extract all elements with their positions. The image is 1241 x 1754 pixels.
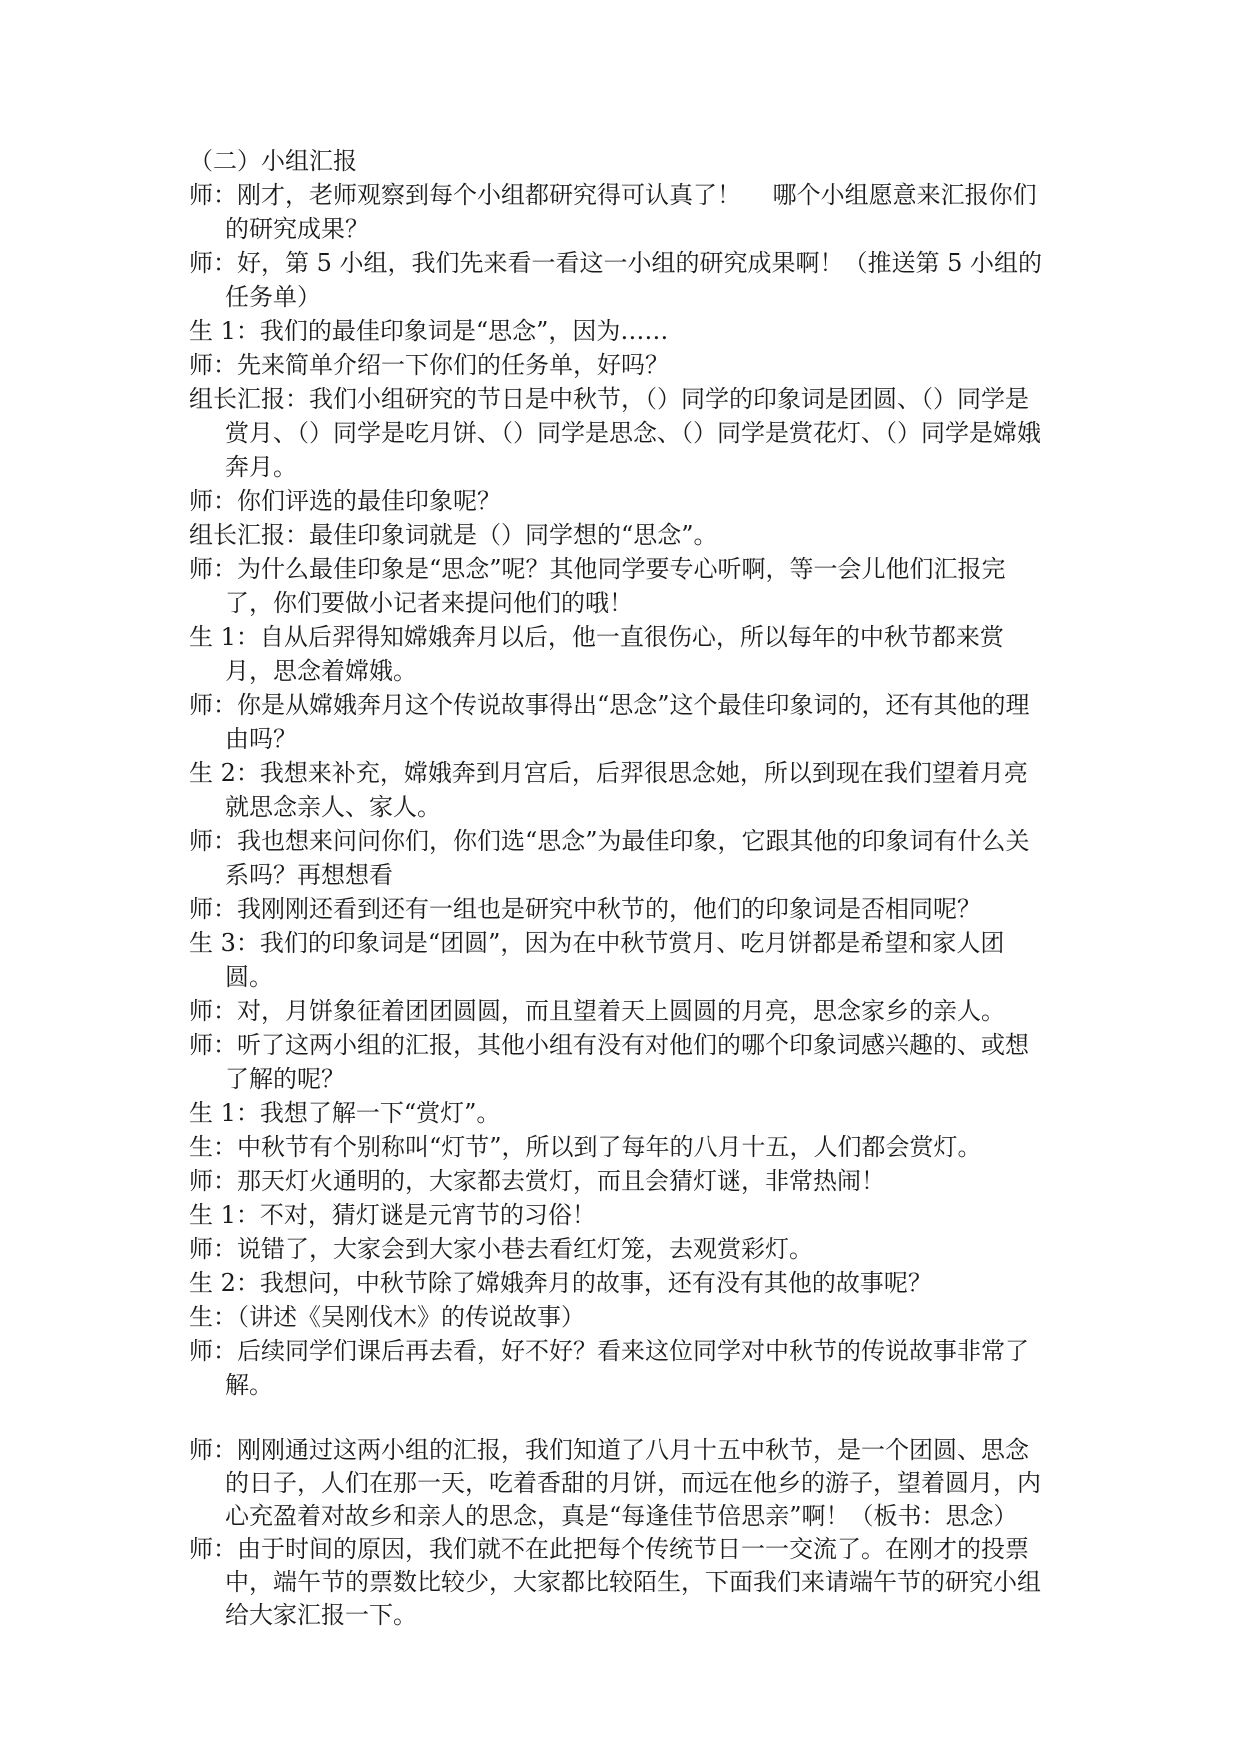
- dialogue-line: 生：（讲述《吴刚伐木》的传说故事）: [189, 1303, 585, 1331]
- dialogue-line: 师：你是从嫦娥奔月这个传说故事得出“思念”这个最佳印象词的，还有其他的理由吗？: [189, 691, 1030, 753]
- dialogue-line: 师：先来简单介绍一下你们的任务单，好吗？: [189, 351, 669, 379]
- dialogue-line: 师：你们评选的最佳印象呢？: [189, 487, 501, 515]
- dialogue-line: 生 1：我想了解一下“赏灯”。: [189, 1099, 501, 1127]
- dialogue-line: 师：说错了，大家会到大家小巷去看红灯笼，去观赏彩灯。: [189, 1235, 813, 1263]
- dialogue-line: 师：听了这两小组的汇报，其他小组有没有对他们的哪个印象词感兴趣的、或想了解的呢？: [189, 1031, 1029, 1093]
- dialogue-line: 生 2：我想问，中秋节除了嫦娥奔月的故事，还有没有其他的故事呢？: [189, 1269, 932, 1297]
- dialogue-line: 组长汇报：我们小组研究的节日是中秋节，（）同学的印象词是团圆、（）同学是赏月、（）同学是吃月饼、（）同学是思念、（）同学是赏花灯、（）同学是嫦娥奔月。: [189, 385, 1041, 481]
- dialogue-line: 师：为什么最佳印象是“思念”呢？其他同学要专心听啊，等一会儿他们汇报完了，你们要做小记者来提问他们的哦！: [189, 555, 1006, 617]
- dialogue-line: 师：好，第 5 小组，我们先来看一看这一小组的研究成果啊！（推送第 5 小组的任务单）: [189, 249, 1043, 311]
- dialogue-line: 师：后续同学们课后再去看，好不好？看来这位同学对中秋节的传说故事非常了解。: [189, 1337, 1029, 1399]
- dialogue-line: 师：由于时间的原因，我们就不在此把每个传统节日一一交流了。在刚才的投票中，端午节的票数比较少，大家都比较陌生，下面我们来请端午节的研究小组给大家汇报一下。: [189, 1535, 1041, 1629]
- dialogue-line: 生 3：我们的印象词是“团圆”，因为在中秋节赏月、吃月饼都是希望和家人团圆。: [189, 929, 1005, 991]
- dialogue-line: 组长汇报：最佳印象词就是（）同学想的“思念”。: [189, 521, 718, 549]
- dialogue-line: 师：那天灯火通明的，大家都去赏灯，而且会猜灯谜，非常热闹！: [189, 1167, 885, 1195]
- dialogue-line: 生 1：我们的最佳印象词是“思念”，因为……: [189, 317, 669, 345]
- document-body: [189, 144, 1051, 1632]
- paragraph-spacer: [189, 1402, 1051, 1434]
- dialogue-line: 生 1：不对，猜灯谜是元宵节的习俗！: [189, 1201, 596, 1229]
- dialogue-line: 师：对，月饼象征着团团圆圆，而且望着天上圆圆的月亮，思念家乡的亲人。: [189, 997, 1005, 1025]
- dialogue-line: 师：刚才，老师观察到每个小组都研究得可认真了！ 哪个小组愿意来汇报你们的研究成果？: [189, 181, 1037, 243]
- dialogue-line: 师：我刚刚还看到还有一组也是研究中秋节的，他们的印象词是否相同呢？: [189, 895, 981, 923]
- dialogue-line: 生 1：自从后羿得知嫦娥奔月以后，他一直很伤心，所以每年的中秋节都来赏月，思念着嫦娥。: [189, 623, 1004, 685]
- dialogue-line: 师：我也想来问问你们，你们选“思念”为最佳印象，它跟其他的印象词有什么关系吗？再想想看: [189, 827, 1030, 889]
- dialogue-line: 师：刚刚通过这两小组的汇报，我们知道了八月十五中秋节，是一个团圆、思念的日子，人们在那一天，吃着香甜的月饼，而远在他乡的游子，望着圆月，内心充盈着对故乡和亲人的思念，真是“每逢佳节倍思亲”啊！（板书：思念）: [189, 1436, 1041, 1530]
- section-heading: （二）小组汇报: [189, 147, 357, 175]
- dialogue-line: 生：中秋节有个别称叫“灯节”，所以到了每年的八月十五，人们都会赏灯。: [189, 1133, 982, 1161]
- dialogue-line: 生 2：我想来补充，嫦娥奔到月宫后，后羿很思念她，所以到现在我们望着月亮就思念亲人、家人。: [189, 759, 1028, 821]
